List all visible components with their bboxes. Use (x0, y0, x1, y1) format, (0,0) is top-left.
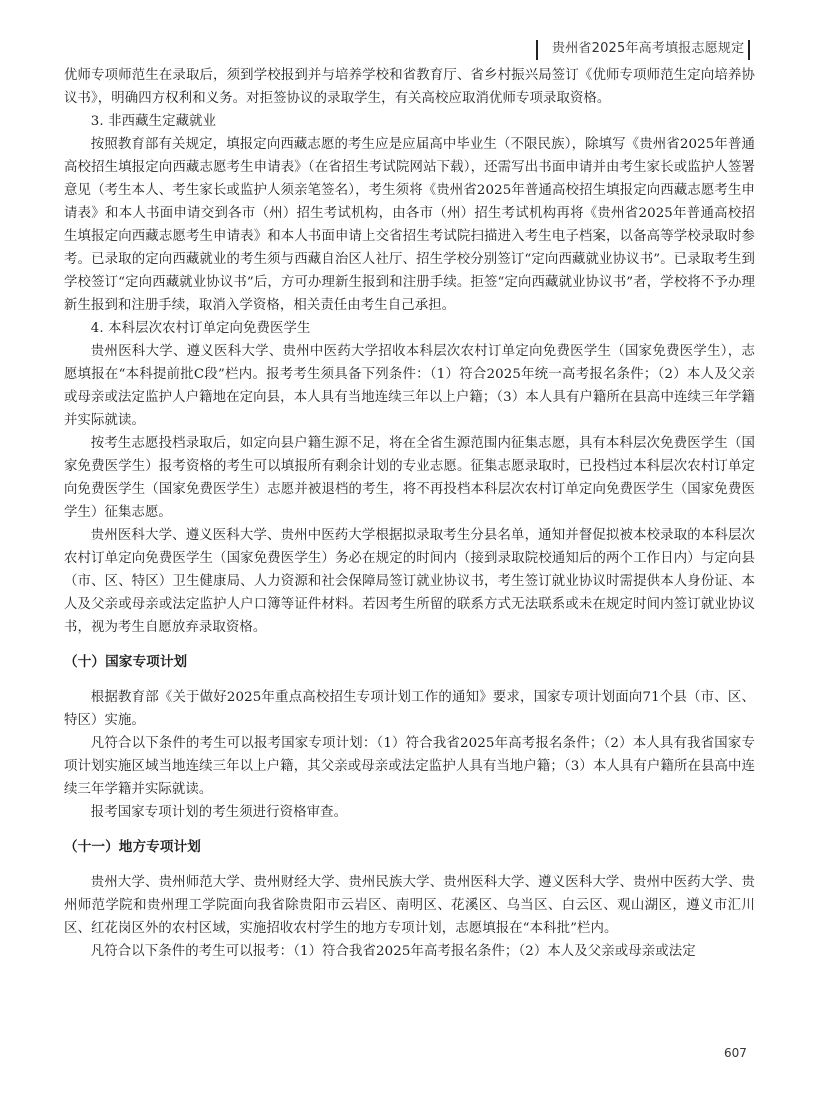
page-number: 607 (724, 1046, 747, 1060)
document-body (64, 64, 755, 963)
paragraph-2: 按照教育部有关规定，填报定向西藏志愿的考生应是应届高中毕业生（不限民族），除填写《贵州省2025年普通高校招生填报定向西藏志愿考生申请表》（在省招生考试院网站下载），还需写出书面申请并由考生家长或监护人签署意见（考生本人、考生家长或监护人须亲笔签名），考生须将《贵州省2025年普通高校招生填报定向西藏志愿考生申请表》和本人书面申请交到各市（州）招生考试机构，由各市（州）招生考试机构再将《贵州省2025年普通高校招生填报定向西藏志愿考生申请表》和本人书面申请上交省招生考试院扫描进入考生电子档案，以备高等学校录取时参考。已录取的定向西藏就业的考生须与西藏自治区人社厅、招生学校分别签订“定向西藏就业协议书”。已录取考生到学校签订“定向西藏就业协议书”后，方可办理新生报到和注册手续。拒签“定向西藏就业协议书”者，学校将不予办理新生报到和注册手续，取消入学资格，相关责任由考生自己承担。 (64, 137, 755, 313)
running-header: 贵州省2025年高考填报志愿规定 (552, 41, 745, 56)
paragraph-1: 优师专项师范生在录取后，须到学校报到并与培养学校和省教育厅、省乡村振兴局签订《优师专项师范生定向培养协议书》，明确四方权利和义务。对拒签协议的录取学生，有关高校应取消优师专项录取资格。 (64, 68, 755, 106)
header-rule-right (748, 40, 750, 60)
paragraph-7: 凡符合以下条件的考生可以报考国家专项计划：（1）符合我省2025年高考报名条件；（2）本人具有我省国家专项计划实施区域当地连续三年以上户籍，其父亲或母亲或法定监护人具有当地户籍；（3）本人具有户籍所在县高中连续三年学籍并实际就读。 (64, 736, 755, 797)
subheading-3: 3. 非西藏生定藏就业 (90, 114, 217, 129)
paragraph-9: 贵州大学、贵州师范大学、贵州财经大学、贵州民族大学、贵州医科大学、遵义医科大学、贵州中医药大学、贵州师范学院和贵州理工学院面向我省除贵阳市云岩区、南明区、花溪区、乌当区、白云区、观山湖区，遵义市汇川区、红花岗区外的农村区域，实施招收农村学生的地方专项计划，志愿填报在“本科批”栏内。 (64, 875, 755, 936)
paragraph-3: 贵州医科大学、遵义医科大学、贵州中医药大学招收本科层次农村订单定向免费医学生（国家免费医学生），志愿填报在“本科提前批C段”栏内。报考考生须具备下列条件：（1）符合2025年统一高考报名条件；（2）本人及父亲或母亲或法定监护人户籍地在定向县，本人具有当地连续三年以上户籍；（3）本人具有户籍所在县高中连续三年学籍并实际就读。 (64, 344, 755, 428)
paragraph-10: 凡符合以下条件的考生可以报考：（1）符合我省2025年高考报名条件；（2）本人及父亲或母亲或法定 (90, 944, 696, 959)
paragraph-6: 根据教育部《关于做好2025年重点高校招生专项计划工作的通知》要求，国家专项计划面向71个县（市、区、特区）实施。 (64, 690, 755, 728)
paragraph-8: 报考国家专项计划的考生须进行资格审查。 (90, 805, 348, 820)
section-heading-10: （十）国家专项计划 (64, 654, 188, 670)
paragraph-4: 按考生志愿投档录取后，如定向县户籍生源不足，将在全省生源范围内征集志愿，具有本科层次免费医学生（国家免费医学生）报考资格的考生可以填报所有剩余计划的专业志愿。征集志愿录取时，已投档过本科层次农村订单定向免费医学生（国家免费医学生）志愿并被退档的考生，将不再投档本科层次农村订单定向免费医学生（国家免费医学生）征集志愿。 (64, 436, 755, 520)
subheading-4: 4. 本科层次农村订单定向免费医学生 (90, 321, 311, 336)
paragraph-5: 贵州医科大学、遵义医科大学、贵州中医药大学根据拟录取考生分县名单，通知并督促拟被本校录取的本科层次农村订单定向免费医学生（国家免费医学生）务必在规定的时间内（接到录取院校通知后的两个工作日内）与定向县（市、区、特区）卫生健康局、人力资源和社会保障局签订就业协议书，考生签订就业协议时需提供本人身份证、本人及父亲或母亲或法定监护人户口簿等证件材料。若因考生所留的联系方式无法联系或未在规定时间内签订就业协议书，视为考生自愿放弃录取资格。 (64, 528, 755, 635)
header-rule-left (536, 40, 538, 60)
section-heading-11: （十一）地方专项计划 (64, 839, 201, 855)
